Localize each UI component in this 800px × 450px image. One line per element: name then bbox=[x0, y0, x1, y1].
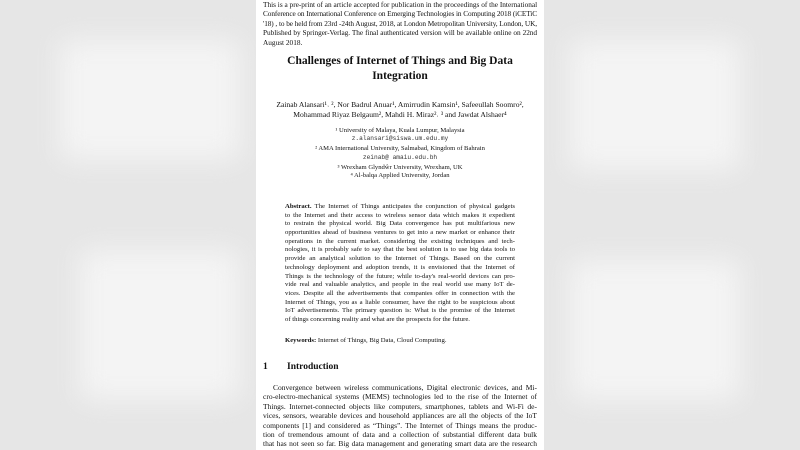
abstract-line: Internet of Things, you as a liable consumer, have the right to be suspicious about bbox=[285, 298, 515, 306]
notice-line: Conference on International Conference on Emerging Technologies in Computing 2018 (iCETiC bbox=[263, 9, 537, 19]
affiliation: ² AMA International University, Salmabad, Kingdom of Bahrain bbox=[315, 145, 485, 153]
notice-line: This is a pre-print of an article accepted for publication in the proceedings of the International bbox=[263, 0, 537, 9]
background-blur bbox=[80, 250, 240, 400]
section-number: 1 bbox=[263, 362, 268, 372]
body-line: Things. Internet-connected objects like computers, smartphones, tablets and Wi-Fi de- bbox=[263, 401, 537, 411]
title-line: Challenges of Internet of Things and Big Data bbox=[287, 55, 513, 67]
keywords-label: Keywords: bbox=[285, 336, 317, 344]
abstract-label: Abstract. bbox=[285, 203, 312, 210]
notice-line: '18) , to be held from 23rd -24th August, 2018, at London Metropolitan University, London, UK, bbox=[263, 18, 537, 28]
keywords-text: Internet of Things, Big Data, Cloud Computing. bbox=[316, 336, 447, 344]
keywords bbox=[285, 337, 515, 346]
affiliation: ³ Wrexham Glyndŵr University, Wrexham, UK bbox=[337, 163, 463, 171]
abstract-line: Things is the technology of the future; while to-day's real-world devices can pro- bbox=[285, 272, 515, 280]
body-line: cro-electro-mechanical systems (MEMS) technologies led to the rise of the Internet of bbox=[263, 392, 537, 402]
notice-line: Published by Springer-Verlag. The final authenticated version will be available online on 22nd bbox=[263, 28, 537, 38]
abstract-line: provide an analytical solution to the Internet of Things. Based on the current bbox=[285, 255, 515, 263]
abstract-line: to the Internet and their access to wireless sensor data which makes it expedient bbox=[285, 211, 515, 219]
affiliations bbox=[256, 127, 544, 180]
abstract-line: nologies, it is probably safe to say that the best solution is to use big data tools to bbox=[285, 246, 515, 254]
abstract-line: opportunities ahead of business ventures to get into a new market or enhance their bbox=[285, 229, 515, 237]
body-line: components [1] and considered as “Things”. The Internet of Things means the produc- bbox=[263, 420, 537, 430]
abstract-line: vide real and valuable analytics, and people in the real world use many IoT de- bbox=[285, 281, 515, 289]
abstract-line: technology deployment and adoption trends, it is envisioned that the Internet of bbox=[285, 263, 515, 271]
abstract-line: vices. Despite all the advertisements that companies offer in connection with the bbox=[285, 289, 515, 297]
document-page bbox=[256, 0, 544, 450]
abstract bbox=[285, 203, 515, 345]
body-line: vices, sensors, wearable devices and household appliances are all the objects of the IoT bbox=[263, 411, 537, 421]
background-blur bbox=[570, 40, 740, 170]
body-line: that has not seen so far. Big data management and generating smart data are the research bbox=[263, 439, 537, 449]
email-link[interactable]: zeinab@ amaiu.edu.bh bbox=[362, 153, 438, 161]
section-heading bbox=[263, 362, 339, 372]
introduction-body bbox=[263, 383, 537, 449]
abstract-line: operations in the current market. considering the existing techniques and tech- bbox=[285, 237, 515, 245]
title-line: Integration bbox=[372, 70, 428, 82]
section-title: Introduction bbox=[287, 362, 339, 372]
authors bbox=[270, 100, 530, 120]
abstract-line: The Internet of Things anticipates the conjunction of physical gadgets bbox=[311, 203, 515, 210]
email-link[interactable]: z.alansari@siswa.um.edu.my bbox=[351, 135, 449, 143]
publication-notice bbox=[263, 0, 537, 47]
affiliation: ¹ University of Malaya, Kuala Lumpur, Malaysia bbox=[335, 127, 465, 134]
body-line: tion of tremendous amount of data and a collection of substantial different data bulk bbox=[263, 429, 537, 439]
background-blur bbox=[570, 260, 740, 400]
affiliation: ⁴ Al-balqa Applied University, Jordan bbox=[350, 172, 450, 180]
abstract-line: of things concerning reality and what are the prospects for the future. bbox=[285, 315, 470, 323]
abstract-line: to restrain the physical world. Big Data convergence has put multifarious new bbox=[285, 220, 515, 228]
background-blur bbox=[60, 40, 240, 160]
author-line: Zainab Alansari¹˒ ², Nor Badrul Anuar¹, Amirrudin Kamsin¹, Safeeullah Soomro², bbox=[276, 100, 524, 109]
paper-title bbox=[256, 54, 544, 84]
notice-line: August 2018. bbox=[263, 37, 303, 47]
author-line: Mohammad Riyaz Belgaum², Mahdi H. Miraz²˒ ³ and Jawdat Alshaer⁴ bbox=[293, 110, 507, 119]
body-line: Convergence between wireless communications, Digital electronic devices, and Mi- bbox=[273, 383, 537, 392]
abstract-line: IoT advertisements. The primary question is: What is the promise of the Internet bbox=[285, 307, 515, 315]
